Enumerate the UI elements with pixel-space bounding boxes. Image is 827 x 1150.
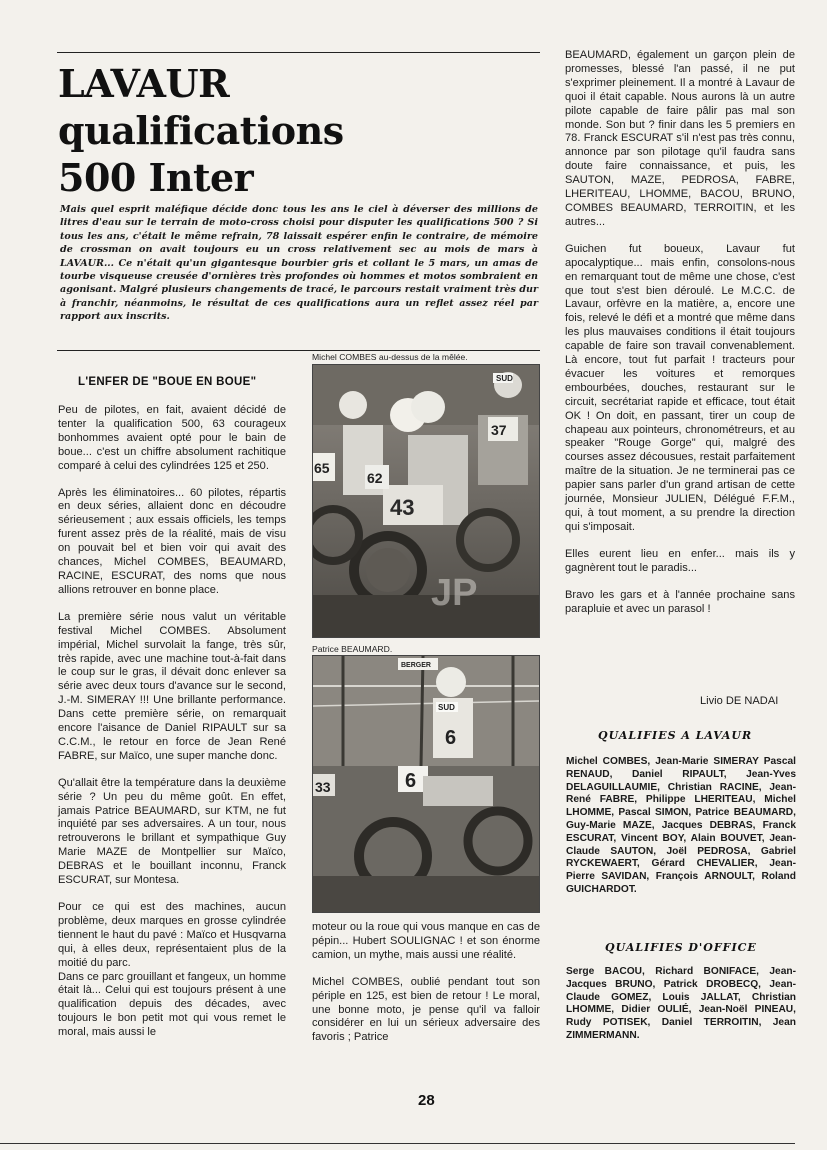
paragraph: Michel COMBES, oublié pendant tout son périple en 125, est bien de retour ! Le moral, une bonne moto, je pense qu'il va falloir considérer en lui un sérieux adversaire des favoris ; Patrice xyxy=(312,975,540,1044)
page-number: 28 xyxy=(418,1092,435,1109)
paragraph: Guichen fut boueux, Lavaur fut apocalyptique... mais enfin, consolons-nous en remarquant tout de même une chose, c'est que tout s'est bien déroulé. Le M.C.C. de Lavaur, orfèvre en la matière, a, encore une fois, relevé le défi et a montré que même dans les plus mauvaises conditions il était toujours capable de faire son travail convenablement. Là encore, tout fut parfait ! tracteurs pour évacuer les voitures et remorques embourbées, douches, restaurant sur le circuit, secrétariat rapide et efficace, tout était OK ! On doit, en passant, tirer un coup de chapeau aux pointeurs, chronométreurs, et au speaker "Rouge Gorge" qui, malgré des courses assez décousues, restait parfaitement maître de la situation. Je ne terminerai pas ce papier sans parler d'un grand artisan de cette journée, Monsieur JULIEN, Délégué F.F.M., qui, à tout moment, a su prendre la direction qui s'imposait. xyxy=(565,242,795,533)
paragraph: Peu de pilotes, en fait, avaient décidé de tenter la qualification 500, 63 courageux bonhommes avaient opté pour le bain de boue... c'est un chiffre absolument rachitique comparé à celui des cylindrées 125 et 250. xyxy=(58,404,286,472)
paragraph: Dans ce parc grouillant et fangeux, un homme était là... Celui qui est toujours présent à une qualification depuis des décades, avec toujours le bon petit mot qui vous remet le moral, mais aussi le xyxy=(58,970,286,1039)
helmet-brand: SUD xyxy=(496,374,513,383)
paragraph: Bravo les gars et à l'année prochaine sans parapluie et avec un parasol ! xyxy=(565,588,795,615)
race-plate-43: 43 xyxy=(390,495,415,520)
bottom-rule xyxy=(0,1143,795,1144)
qualified-office-list: Serge BACOU, Richard BONIFACE, Jean-Jacques BRUNO, Patrick DROBECQ, Jean-Claude GOMEZ, Louis JALLAT, Christian LHOMME, Didier OULIÉ, Jean-Noël PINEAU, Rudy POTISEK, Daniel TERROITIN, Jean ZIMMERMANN. xyxy=(566,966,796,1041)
race-plate-33: 33 xyxy=(315,779,331,795)
paragraph: moteur ou la roue qui vous manque en cas de pépin... Hubert SOULIGNAC ! et son énorme camion, un mythe, mais aussi une réalité. xyxy=(312,921,540,961)
track-sign: BERGER xyxy=(401,662,431,669)
title-line-2: qualifications xyxy=(58,108,344,153)
paragraph: BEAUMARD, également un garçon plein de promesses, blessé l'an passé, il ne put s'exprimer pleinement. Il a montré à Lavaur de quoi il était capable. Nous aurons là un autre pilote capable de faire pâlir pas mal son monde. Son but ? finir dans les 5 premiers en 78. Franck ESCURAT s'il n'est pas très connu, annonce par son pilotage qu'il faudra sans doute faire connaissance, et puis, les SAUTON, MAZE, PEDROSA, FABRE, LHERITEAU, LHOMME, BACOU, BRUNO, COMBES BEAUMARD, TERROITIN, et les autres... xyxy=(565,49,795,228)
top-rule xyxy=(57,52,540,53)
photo-combes-race xyxy=(312,364,540,638)
qualified-lavaur-heading: QUALIFIES A LAVAUR xyxy=(598,729,753,742)
paragraph: Qu'allait être la température dans la deuxième série ? Un peu du même goût. En effet, jamais Patrice BEAUMARD, sur KTM, ne fut inquiété par ses adversaires. A un tour, nous retrouverons le brillant et sympathique Guy Marie MAZE de Montpellier sur Maïco, DEBRAS et le bouillant inconnu, Franck ESCURAT, sur Montesa. xyxy=(58,776,286,887)
column-1 xyxy=(58,404,286,1053)
race-plate-37: 37 xyxy=(491,422,507,438)
article-title xyxy=(58,60,418,201)
qualified-office-heading: QUALIFIES D'OFFICE xyxy=(605,941,757,954)
paragraph: La première série nous valut un véritable festival Michel COMBES. Absolument impérial, Michel survolait la fange, très sûr, très rapide, avec une machine tout-à-fait dans le coup sur le gras, il dévait donc enlever sa série avec deux tours d'avance sur le second, J.-M. SIMERAY !!! Une brillante performance. Dans cette première série, on remarquait encore l'aisance de Daniel RIPAULT sur sa C.C.M., le retour en force de Jean René FABRE, sur Maïco, une super manche donc. xyxy=(58,610,286,762)
intro-paragraph: Mais quel esprit maléfique décide donc tous les ans le ciel à déverser des millions de litres d'eau sur le terrain de moto-cross choisi pour disputer les qualifications 500 ? Si tous les ans, c'était le même refrain, 78 laissait espérer enfin le contraire, de mémoire de crossman on avait toujours eu un cross relativement sec au mois de mars à LAVAUR... Ce n'était qu'un gigantesque bourbier gris et collant le 5 mars, un amas de tourbe visqueuse creusée d'ornières très profondes où hommes et motos sombraient en agonisant. Malgré plusieurs changements de tracé, le parcours restait vraiment très dur à franchir, néanmoins, le résultat de ces qualifications aura un reflet assez réel par rapport aux inscrits. xyxy=(60,204,538,323)
title-line-1: LAVAUR xyxy=(58,61,230,106)
motocross-photo-1 xyxy=(313,365,539,637)
race-plate-65: 65 xyxy=(314,460,330,476)
race-plate-6: 6 xyxy=(405,770,417,792)
author-signature: Livio DE NADAI xyxy=(700,695,779,707)
column-2 xyxy=(312,921,540,1058)
race-plate-62: 62 xyxy=(367,470,383,486)
photo-beaumard-race xyxy=(312,655,540,913)
motocross-photo-2 xyxy=(313,656,539,912)
photo-caption-1: Michel COMBES au-dessus de la mêlée. xyxy=(312,352,468,362)
section-rule xyxy=(57,350,540,351)
paragraph: Pour ce qui est des machines, aucun problème, deux marques en grosse cylindrée tiennent le haut du pavé : Maïco et Husqvarna qui, à elles deux, représentaient plus de la moitié du parc. xyxy=(58,901,286,969)
section-heading: L'ENFER DE "BOUE EN BOUE" xyxy=(78,376,257,388)
photo-caption-2: Patrice BEAUMARD. xyxy=(312,644,393,654)
title-line-3: 500 Inter xyxy=(58,155,254,200)
qualified-lavaur-list: Michel COMBES, Jean-Marie SIMERAY Pascal RENAUD, Daniel RIPAULT, Jean-Yves DELAGUILLAUMIE, Christian RACINE, Jean-René FABRE, Philippe LHERITEAU, Michel LHOMME, Pascal SIMON, Patrice BEAUMARD, Guy-Marie MAZE, Jacques DEBRAS, Franck ESCURAT, Vincent BOY, Alain BOUVET, Jean-Claude SAUTON, Joël PEDROSA, Gabriel RYCKEWAERT, Gérard CHEVALIER, Jean-Pierre SAVIDAN, François ARNOULT, Roland GUICHARDOT. xyxy=(566,756,796,895)
column-3 xyxy=(565,49,795,629)
jersey-number: 6 xyxy=(445,727,457,749)
paragraph: Après les éliminatoires... 60 pilotes, répartis en deux séries, allaient donc en découdre sérieusement ; aux essais officiels, les temps furent assez près de la réalité, mais de visu on pouvait bel et bien voir qui avait des chances, Michel COMBES, BEAUMARD, RACINE, ESCURAT, des noms que nous allions retrouver en bonne place. xyxy=(58,486,286,596)
jersey-brand: SUD xyxy=(438,703,455,712)
paragraph: Elles eurent lieu en enfer... mais ils y gagnèrent tout le paradis... xyxy=(565,547,795,574)
photo-watermark: JP xyxy=(431,572,478,614)
